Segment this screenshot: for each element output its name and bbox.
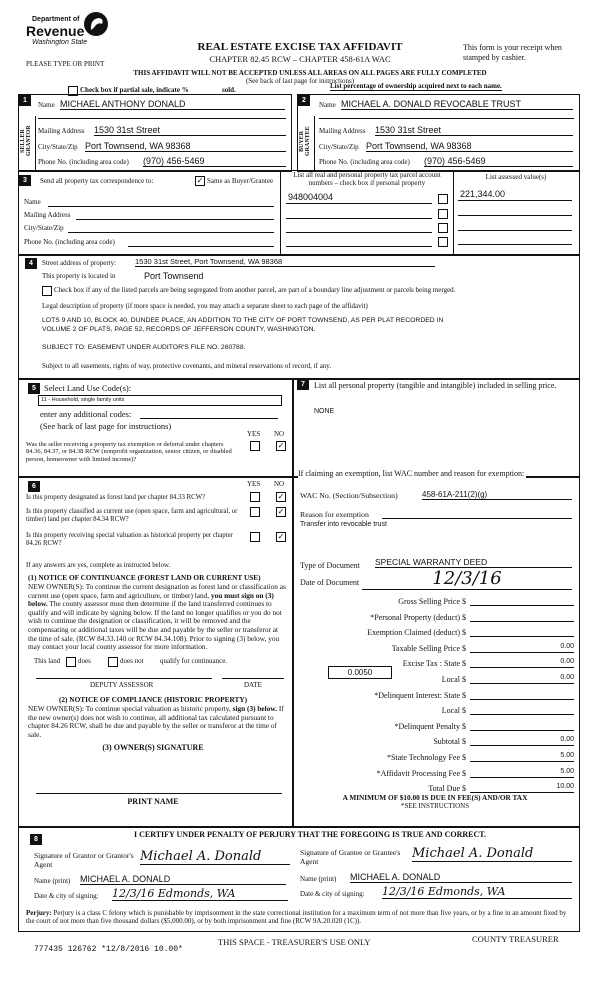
section-3-number: 3: [19, 175, 31, 186]
legal-line-3: SUBJECT TO: EASEMENT UNDER AUDITOR'S FILE NO. 260788.: [42, 344, 246, 351]
additional-codes-field[interactable]: [140, 418, 278, 419]
dept-line1: Department of: [32, 16, 80, 23]
q3-no-checkbox[interactable]: ✓: [277, 532, 285, 541]
tax-row-value[interactable]: [470, 705, 574, 715]
forest-q1: Is this property designated as forest land per chapter 84.33 RCW?: [26, 494, 206, 501]
grantor-date-field[interactable]: 12/3/16 Edmonds, WA: [112, 887, 288, 901]
exemption-question: Was the seller receiving a property tax exemption or deferral under chapters 84.36, 84.37, or 84.38 RCW (nonprofit organization, senior citizen, or disabled person, homeowner with limited income)?: [26, 441, 232, 463]
grantor-name-field[interactable]: MICHAEL A. DONALD: [80, 874, 286, 885]
notice2-text-c: If the new owner(s) does not wish to continue, all additional tax calculated pursuant to chapter 84.26 RCW, shall be due and payable by the seller or transferor at the time of sale.: [28, 704, 284, 739]
tax-row-label: Subtotal $: [433, 737, 466, 747]
notice2-title: (2) NOTICE OF COMPLIANCE (HISTORIC PROPERTY): [58, 695, 248, 704]
grantor-signature-label: Signature of Grantor or Grantor's Agent: [34, 851, 134, 869]
this-land-label: This land: [34, 657, 61, 665]
minimum-due-note: A MINIMUM OF $10.00 IS DUE IN FEE(S) AND/OR TAX: [342, 793, 528, 802]
seller-name-field[interactable]: MICHAEL ANTHONY DONALD: [60, 99, 285, 110]
section-5-number: 5: [28, 383, 40, 394]
notice1-title: (1) NOTICE OF CONTINUANCE (FOREST LAND OR CURRENT USE): [28, 573, 261, 582]
assessed-value-field[interactable]: 221,344.00: [460, 189, 506, 199]
legal-line-4: Subject to all easements, rights of way, protective covenants, and mineral reservations of record, if any.: [42, 362, 332, 370]
doc-type-label: Type of Document: [300, 561, 360, 570]
tax-row-label: Exemption Claimed (deduct) $: [367, 628, 466, 638]
treasurer-space-label: THIS SPACE - TREASURER'S USE ONLY: [218, 937, 371, 947]
receipt-note: This form is your receipt when stamped by cashier.: [463, 43, 562, 62]
personal-property-checkbox-2[interactable]: [438, 209, 448, 219]
section-7-number: 7: [297, 379, 309, 390]
perjury-text: Perjury is a class C felony which is punishable by imprisonment in the state correctional institution for a maximum term of not more than five years, or by a fine in an amount fixed by the court of not more than five thousand dollars ($5,000.00), or by both imprisonment and fine (RCW 9A.20.020 (1C)).: [26, 909, 567, 926]
grantor-date-label: Date & city of signing:: [34, 892, 99, 900]
segregated-label: Check box if any of the listed parcels are being segregated from another parcel, are part of a boundary line adjustment or parcels being merged.: [54, 286, 456, 294]
land-use-select[interactable]: 11 - Household, single family units: [38, 395, 282, 406]
instructions-note: (See back of last page for instructions): [245, 77, 355, 85]
correspondence-label: Send all property tax correspondence to:: [40, 177, 154, 185]
seller-mailing-field[interactable]: 1530 31st Street: [94, 125, 286, 136]
tax-row-label: Gross Selling Price $: [398, 597, 466, 606]
tax-row-label: *Delinquent Interest: State $: [374, 690, 466, 700]
revenue-swirl-icon: [82, 10, 110, 38]
dept-line3: Washington State: [32, 39, 88, 46]
account-number-field[interactable]: 948004004: [288, 192, 334, 202]
buyer-name-field[interactable]: MICHAEL A. DONALD REVOCABLE TRUST: [341, 99, 573, 110]
legal-line-2: VOLUME 2 OF PLATS, PAGE 52, RECORDS OF JEFFERSON COUNTY, WASHINGTON.: [42, 326, 316, 333]
notice2-text-b: sign (3) below.: [232, 704, 278, 713]
wac-label: WAC No. (Section/Subsection): [300, 491, 398, 500]
notice1-text-c: The county assessor must then determine if the land transferred continues to qualify and will indicate by signing below. If the land no longer qualifies or you do not wish to continue the designation or classification, it will be removed and the compensating or additional taxes will be due and payable by the seller or transferor at the time of sale. (RCW 84.33.140 or RCW 84.34.108). Prior to signing (3) below, you may contact your local county assessor for more information.: [28, 599, 282, 652]
section-2-number: 2: [298, 95, 310, 106]
deputy-assessor-label: DEPUTY ASSESSOR: [90, 681, 154, 689]
same-as-buyer-checkbox[interactable]: ✓: [196, 176, 204, 185]
tax-row-value[interactable]: [470, 627, 574, 637]
land-use-no: NO: [274, 430, 285, 438]
tax-row-label: Local $: [441, 675, 466, 684]
corr-phone-label: Phone No. (including area code): [24, 238, 115, 246]
dept-line2: Revenue: [26, 23, 85, 39]
form-subtitle: CHAPTER 82.45 RCW – CHAPTER 458-61A WAC: [209, 54, 391, 64]
tax-row-label: *Personal Property (deduct) $: [370, 612, 466, 622]
tax-row-label: Local $: [441, 706, 466, 716]
land-use-yes: YES: [247, 430, 261, 438]
personal-property-value[interactable]: NONE: [314, 408, 335, 415]
section-6-box: [18, 476, 294, 828]
doc-date-field[interactable]: 12/3/16: [362, 568, 572, 590]
type-or-print: PLEASE TYPE OR PRINT: [26, 60, 105, 68]
buyer-mailing-field[interactable]: 1530 31st Street: [375, 125, 573, 136]
personal-property-checkbox-4[interactable]: [438, 237, 448, 247]
seller-side-label: SELLER GRANTOR: [20, 125, 32, 157]
assessed-header: List assessed value(s): [485, 173, 547, 181]
wac-field[interactable]: 458-61A-211(2)(g): [422, 490, 572, 500]
doc-type-field[interactable]: SPECIAL WARRANTY DEED: [375, 557, 572, 568]
q2-no-checkbox[interactable]: ✓: [277, 507, 285, 516]
does-not-label: does not: [120, 657, 144, 665]
same-as-buyer-label: Same as Buyer/Grantee: [207, 177, 274, 185]
tax-row-value[interactable]: 10.00: [470, 783, 574, 793]
ownership-pct-label: List percentage of ownership acquired next to each name.: [330, 82, 502, 90]
notice1-text: [28, 583, 286, 652]
buyer-side-label: BUYER GRANTEE: [299, 126, 311, 156]
seller-phone-label: Phone No. (including area code): [38, 158, 129, 166]
grantee-signature-field[interactable]: Michael A. Donald: [412, 846, 572, 862]
buyer-mailing-label: Mailing Address: [319, 127, 366, 135]
street-label: Street address of property:: [42, 259, 117, 267]
buyer-phone-field[interactable]: (970) 456-5469: [424, 156, 573, 167]
tax-row-value[interactable]: 0.00: [470, 736, 574, 746]
perjury-notice: [26, 909, 574, 926]
doc-date-label: Date of Document: [300, 578, 360, 587]
completion-warning: THIS AFFIDAVIT WILL NOT BE ACCEPTED UNLESS ALL AREAS ON ALL PAGES ARE FULLY COMPLETED: [133, 69, 487, 77]
grantee-name-label: Name (print): [300, 875, 337, 883]
seller-city-field[interactable]: Port Townsend, WA 98368: [85, 141, 286, 152]
form-title: REAL ESTATE EXCISE TAX AFFIDAVIT: [197, 41, 403, 53]
forest-no: NO: [274, 480, 285, 488]
print-name-label: PRINT NAME: [127, 797, 179, 806]
certification-title: I CERTIFY UNDER PENALTY OF PERJURY THAT THE FOREGOING IS TRUE AND CORRECT.: [133, 830, 486, 839]
q2-yes-checkbox[interactable]: [250, 507, 260, 517]
legal-label: Legal description of property (if more space is needed, you may attach a separate sheet to each page of the affidavit): [42, 302, 368, 310]
tax-row-label: *State Technology Fee $: [386, 753, 466, 762]
tax-row-label: Excise Tax : State $: [402, 659, 466, 669]
section-8-number: 8: [30, 834, 42, 845]
section-4-number: 4: [25, 258, 37, 269]
perjury-label: Perjury:: [26, 909, 52, 917]
county-treasurer-label: COUNTY TREASURER: [472, 934, 559, 944]
deputy-date-label: DATE: [244, 681, 262, 689]
grantee-date-field[interactable]: 12/3/16 Edmonds, WA: [382, 885, 572, 899]
corr-name-field[interactable]: [48, 206, 274, 207]
seller-name-label: Name: [38, 101, 55, 109]
section-1-number: 1: [19, 95, 31, 106]
reason-label: Reason for exemption: [300, 510, 369, 519]
tax-row-value[interactable]: [470, 612, 574, 622]
tax-row-value[interactable]: 0.00: [470, 643, 574, 653]
buyer-city-label: City/State/Zip: [319, 143, 359, 151]
exemption-yes-checkbox[interactable]: [250, 441, 260, 451]
tax-row-value[interactable]: [470, 690, 574, 700]
tax-row-label: Total Due $: [428, 784, 466, 794]
q1-no-checkbox[interactable]: ✓: [277, 492, 285, 501]
corr-city-label: City/State/Zip: [24, 224, 64, 232]
notice2-text-a: NEW OWNER(S): To continue special valuation as historic property,: [28, 704, 231, 713]
tax-row-value[interactable]: 5.00: [470, 768, 574, 778]
personal-property-checkbox-1[interactable]: [438, 194, 448, 204]
exemption-no-checkbox[interactable]: ✓: [277, 441, 285, 450]
notice2-text: [28, 705, 286, 739]
section-6-number: 6: [28, 481, 40, 492]
q1-yes-checkbox[interactable]: [250, 492, 260, 502]
seller-mailing-label: Mailing Address: [38, 127, 85, 135]
buyer-phone-label: Phone No. (including area code): [319, 158, 410, 166]
sold-label: sold.: [222, 86, 236, 94]
owner-signature-label: (3) OWNER(S) SIGNATURE: [102, 743, 204, 752]
seller-phone-field[interactable]: (970) 456-5469: [143, 156, 286, 167]
owner-signature-line[interactable]: [36, 793, 282, 794]
forest-yes: YES: [247, 480, 261, 488]
qualify-label: qualify for continuance.: [160, 657, 228, 665]
does-checkbox[interactable]: [66, 657, 76, 667]
tax-row-value[interactable]: 5.00: [470, 752, 574, 762]
q3-yes-checkbox[interactable]: [250, 532, 260, 542]
personal-property-label: List all personal property (tangible and intangible) included in selling price.: [314, 381, 557, 390]
corr-mailing-field[interactable]: [76, 219, 274, 220]
exemption-label: If claiming an exemption, list WAC number and reason for exemption:: [298, 469, 525, 478]
segregated-checkbox[interactable]: [42, 286, 52, 296]
does-not-checkbox[interactable]: [108, 657, 118, 667]
treasurer-stamp: 777435 126762 *12/8/2016 10.00*: [34, 945, 183, 954]
section-7-box: [292, 378, 580, 478]
corr-mailing-label: Mailing Address: [24, 211, 71, 219]
tax-row-value[interactable]: 0.00: [470, 674, 574, 684]
tax-row-label: Taxable Selling Price $: [391, 643, 466, 653]
legal-line-1: LOTS 9 AND 10, BLOCK 40, DUNDEE PLACE, AN ADDITION TO THE CITY OF PORT TOWNSEND, AS PER PLAT RECORDED IN: [42, 317, 444, 324]
additional-codes-label: enter any additional codes:: [40, 409, 132, 419]
partial-sale-label: Check box if partial sale, indicate %: [80, 86, 189, 94]
see-instructions-note: *SEE INSTRUCTIONS: [400, 802, 470, 810]
personal-property-checkbox-3[interactable]: [438, 223, 448, 233]
does-label: does: [78, 657, 91, 665]
deputy-date-line[interactable]: [222, 678, 284, 679]
corr-name-label: Name: [24, 198, 41, 206]
corr-city-field[interactable]: [68, 232, 274, 233]
corr-phone-field[interactable]: [128, 246, 274, 247]
seller-city-label: City/State/Zip: [38, 143, 78, 151]
grantee-signature-label: Signature of Grantee or Grantee's Agent: [300, 848, 401, 866]
tax-row-value[interactable]: [470, 596, 574, 606]
tax-row-label: *Affidavit Processing Fee $: [376, 768, 466, 778]
street-field[interactable]: 1530 31st Street, Port Townsend, WA 98368: [135, 257, 435, 267]
tax-row-label: *Delinquent Penalty $: [394, 721, 466, 731]
buyer-name-label: Name: [319, 101, 336, 109]
grantee-name-field[interactable]: MICHAEL A. DONALD: [350, 872, 572, 883]
tax-row-value[interactable]: 0.00: [470, 658, 574, 668]
tax-row-value[interactable]: [470, 721, 574, 731]
land-use-see-back: (See back of last page for instructions): [40, 421, 172, 431]
notice1-text-b: you must sign on (3) below.: [28, 590, 274, 609]
grantor-name-label: Name (print): [34, 877, 71, 885]
located-label: This property is located in: [42, 272, 116, 280]
accounts-header: List all real and personal property tax parcel account numbers – check box if personal property: [293, 171, 441, 188]
local-rate-box[interactable]: 0.0050: [328, 666, 392, 679]
located-field[interactable]: Port Townsend: [144, 271, 204, 281]
grantor-signature-field[interactable]: Michael A. Donald: [140, 849, 290, 865]
forest-q2: Is this property classified as current use (open space, farm and agricultural, or timber) land per chapter 84.34 RCW?: [26, 508, 238, 523]
land-use-label: Select Land Use Code(s):: [44, 383, 132, 393]
forest-if-yes: If any answers are yes, complete as instructed below.: [26, 562, 171, 569]
reason-field[interactable]: Transfer into revocable trust: [300, 521, 387, 528]
grantee-date-label: Date & city of signing:: [300, 890, 365, 898]
dept-revenue-logo: [26, 10, 116, 52]
buyer-city-field[interactable]: Port Townsend, WA 98368: [366, 141, 573, 152]
forest-q3: Is this property receiving special valuation as historical property per chapter 84.26 RCW?: [26, 532, 233, 547]
deputy-assessor-line[interactable]: [36, 678, 212, 679]
notice1-text-a: NEW OWNER(S): To continue the current designation as forest land or classification as current use (open space, farm and agriculture, or timber) land,: [28, 582, 286, 600]
